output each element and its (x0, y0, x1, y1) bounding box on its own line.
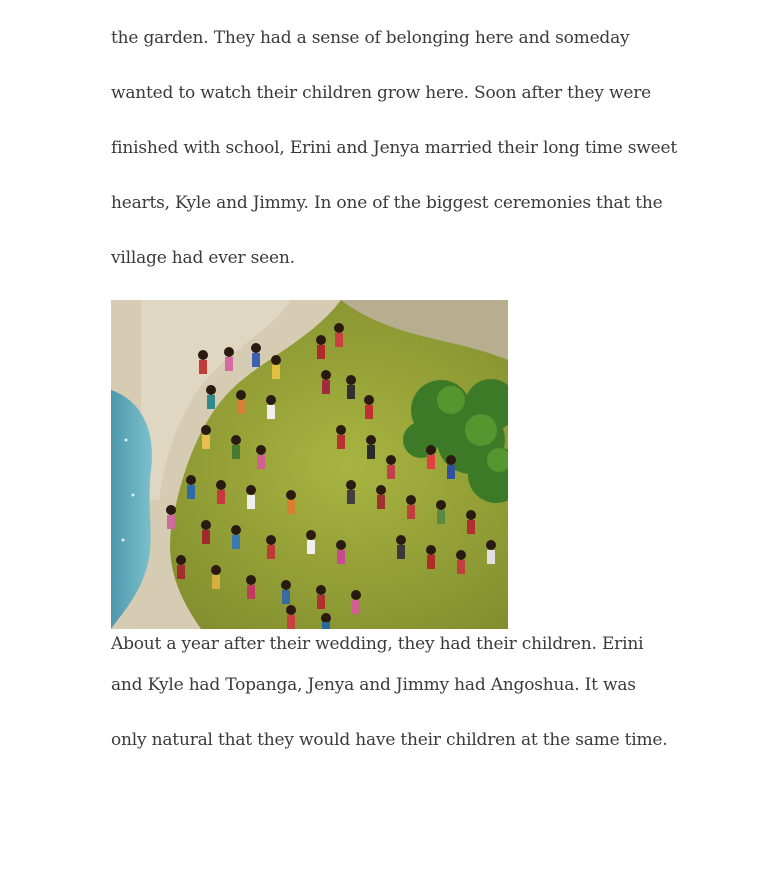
text-line: wanted to watch their children grow here. Soon after they were (111, 83, 652, 103)
text-line: and Kyle had Topanga, Jenya and Jimmy had Angoshua. It was (111, 675, 636, 695)
text-line: the garden. They had a sense of belonging here and someday (111, 28, 630, 48)
text-line: About a year after their wedding, they had their children. Erini (111, 634, 644, 654)
document-page (111, 0, 678, 768)
text-line: finished with school, Erini and Jenya married their long time sweet (111, 138, 678, 158)
wedding-crowd-image (111, 300, 508, 629)
text-line: only natural that they would have their children at the same time. (111, 730, 668, 750)
text-line: village had ever seen. (111, 248, 295, 268)
text-line: hearts, Kyle and Jimmy. In one of the biggest ceremonies that the (111, 193, 663, 213)
paragraph-top (111, 11, 678, 286)
paragraph-bottom (111, 630, 668, 768)
